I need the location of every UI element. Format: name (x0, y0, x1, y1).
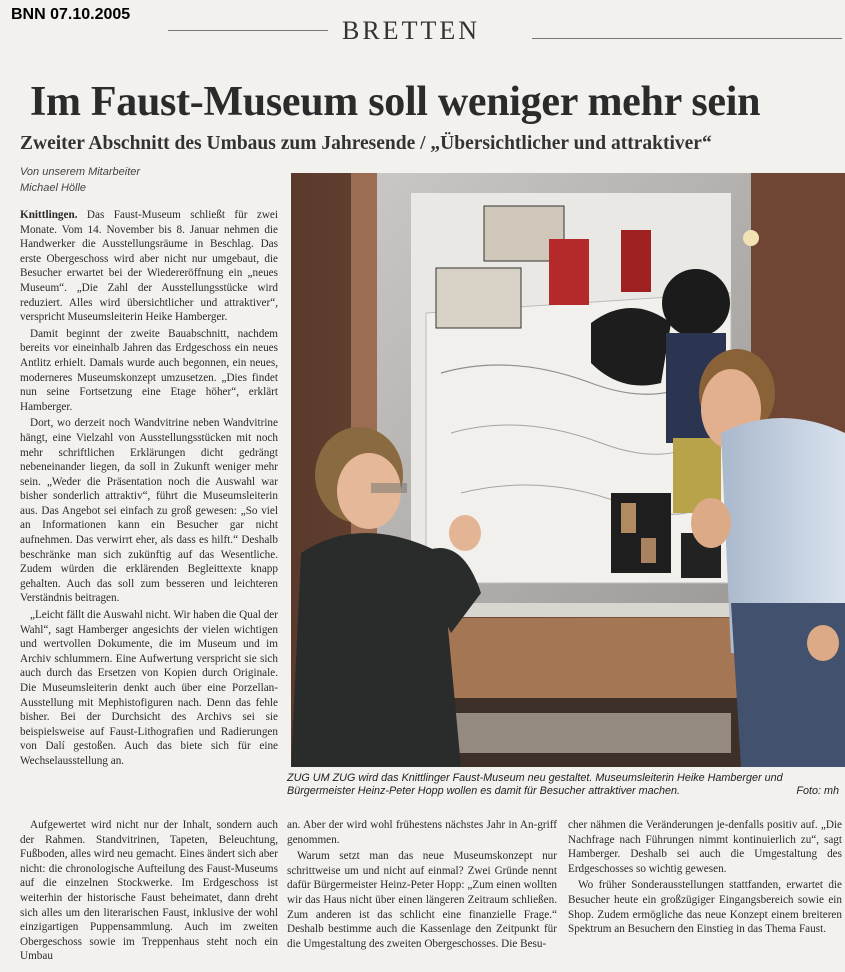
headline: Im Faust-Museum soll weniger mehr sein (30, 79, 761, 125)
article-photo (291, 173, 845, 767)
photo-caption-text: ZUG UM ZUG wird das Knittlinger Faust-Museum neu gestaltet. Museumsleiterin Heike Hamberger und Bürgermeister Heinz-Peter Hopp wollen es damit für Besucher attraktiver machen. (287, 772, 783, 797)
article-paragraph-1: Knittlingen. Das Faust-Museum schließt für zwei Monate. Vom 14. November bis 8. Januar nehmen die Handwerker die Ausstellungsräume in Beschlag. Das erste Obergeschoss wird aber nicht nur umgebaut, die Besucher erwartet bei der Wiedereröffnung ein „neues Museum“. „Die Zahl der Ausstellungsstücke wird reduziert. Alles wird übersichtlicher und attraktiver“, verspricht Museumsleiterin Heike Hamberger. (20, 209, 278, 324)
byline-author: Michael Hölle (20, 182, 87, 194)
byline-line1: Von unserem Mitarbeiter (20, 166, 141, 178)
article-column-bottom-1 (20, 818, 278, 972)
section-rule-right (532, 38, 842, 39)
article-column-bottom-3 (568, 818, 842, 972)
article-paragraph-4: „Leicht fällt die Auswahl nicht. Wir haben die Qual der Wahl“, sagt Hamberger angesichts der vielen wichtigen und wertvollen Dokumente, die im Museum und im Archiv schlummern. Eine Aufwertung verspricht sie sich auch durch das Ersetzen von Kopien durch Originale. Die Museumsleiterin denkt auch über eine Porzellan-Ausstellung mit Mephistofiguren nach. Denn das fehle bisher. Bei der Durchsicht des Archivs sei sie beispielsweise auf Faust-Lithografien und Radierungen von Dalí gestoßen. Auch das biete sich für eine Wechselausstellung an. (20, 609, 278, 767)
section-title: BRETTEN (342, 16, 480, 45)
article-paragraph-7: Warum setzt man das neue Museumskonzept nur schrittweise um und nicht auf einmal? Zwei Gründe nennt dafür Bürgermeister Heinz-Peter Hopp: „Zum einen wollten wir das Haus nicht über einen längeren Zeitraum schließen. Zum anderen ist das schlicht eine finanzielle Frage.“ Deshalb bestimme auch die Kassenlage den Zeitpunkt für die Umgestaltung des zweiten Obergeschosses. Die Besu- (287, 850, 557, 950)
photo-credit: Foto: mh (796, 785, 839, 797)
article-paragraph-9: Wo früher Sonderausstellungen stattfanden, erwartet die Besucher heute ein großzügiger Eingangsbereich sowie ein Shop. Zudem ermögliche das neue Konzept einem breiteren Spektrum an Besuchern den Einstieg in das Thema Faust. (568, 879, 842, 936)
article-paragraph-5: Aufgewertet wird nicht nur der Inhalt, sondern auch der Rahmen. Standvitrinen, Tapeten, Beleuchtung, Fußboden, alles wird neu gemacht. Eines ändert sich aber nicht: die chronologische Aufteilung des Faust-Museums auf die einzelnen Stockwerke. Im Erdgeschoss ist weiterhin der historische Faust beheimatet, dann dreht sich alles um den literarischen Faust, inklusive der wohl einzigartigen Puppensammlung. Auch im zweiten Obergeschoss sowie im Treppenhaus steht noch ein Umbau (20, 819, 278, 963)
photo-caption (287, 772, 845, 798)
article-paragraph-6: an. Aber der wird wohl frühestens nächstes Jahr in An-griff genommen. (287, 819, 557, 846)
section-rule-left (168, 30, 328, 31)
article-paragraph-3: Dort, wo derzeit noch Wandvitrine neben Wandvitrine hängt, eine Vielzahl von Ausstellungsstücken mit noch mehr schriftlichen Erklärungen dicht gedrängt nebeneinander liegen, da soll in Zukunft weniger mehr sein. „Weder die Präsentation noch die Auswahl war bisher sonderlich attraktiv“, führt die Museumsleiterin aus. Das Angebot sei einfach zu groß gewesen: „So viel an Informationen kann ein Besucher gar nicht aufnehmen. Das verwirrt eher, als dass es hilft.“ Deshalb beschränke man sich zukünftig auf das Wesentliche. Zudem würden die erklärenden Begleittexte knapp gehalten. Auch das soll zum besseren und leichteren Verständnis beitragen. (20, 417, 278, 605)
article-column-bottom-2 (287, 818, 557, 972)
subheadline: Zweiter Abschnitt des Umbaus zum Jahresende / „Übersichtlicher und attraktiver“ (20, 133, 712, 154)
article-paragraph-2: Damit beginnt der zweite Bauabschnitt, nachdem bereits vor eineinhalb Jahren das Erdgeschoss ein neues Antlitz erhielt. Damals wurde auch begonnen, ein neues, moderneres Museumskonzept umzusetzen. „Dies findet nun seine Fortsetzung eine Etage höher“, erklärt Hamberger. (20, 327, 278, 413)
article-column-left (20, 208, 278, 818)
dateline: Knittlingen. (20, 209, 78, 221)
article-paragraph-8: cher nähmen die Veränderungen je-denfalls positiv auf. „Die Nachfrage nach Führungen nimmt kontinuierlich zu“, sagt Hamberger. Deshalb sei auch die Umgestaltung des Erdgeschosses so wichtig gewesen. (568, 819, 842, 875)
source-tag: BNN 07.10.2005 (11, 6, 131, 23)
